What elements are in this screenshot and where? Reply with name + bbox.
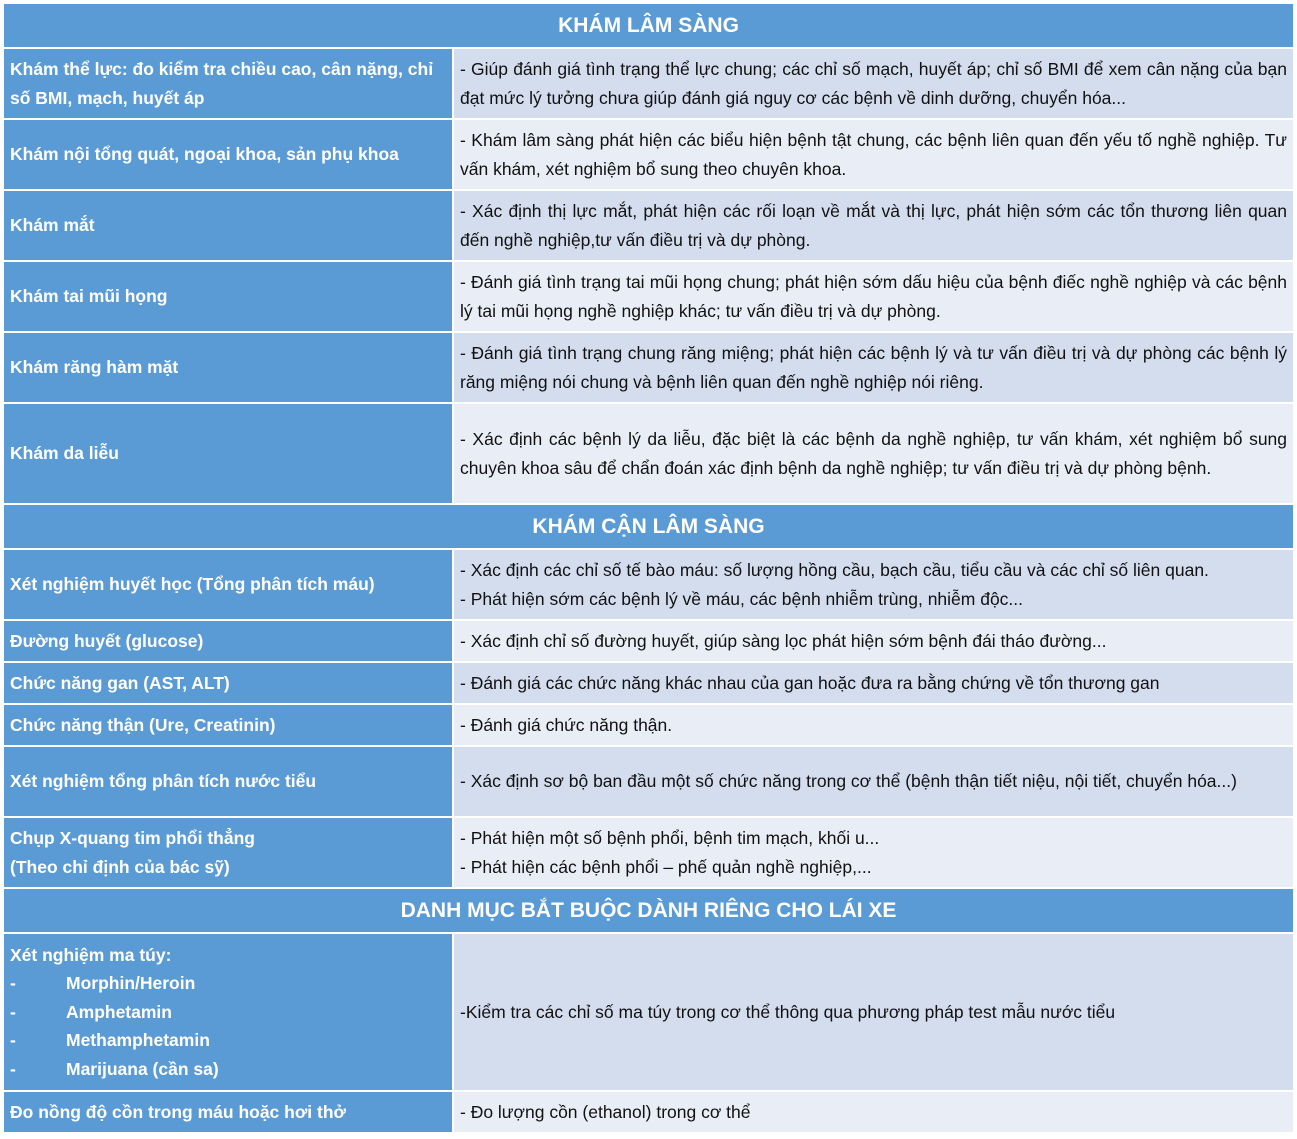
row-label: Khám mắt [3, 190, 453, 261]
table-row [3, 261, 1294, 332]
description-line: - Khám lâm sàng phát hiện các biểu hiện bệnh tật chung, các bệnh liên quan đến yếu tố nghề nghiệp. Tư vấn khám, xét nghiệm bổ sung theo chuyên khoa. [460, 130, 1288, 179]
bullet-dash: - [10, 1001, 16, 1022]
drug-name: Amphetamin [66, 1001, 172, 1022]
row-description [453, 620, 1294, 662]
row-description [453, 817, 1294, 888]
row-label [3, 933, 453, 1091]
table-row [3, 817, 1294, 888]
bullet-dash: - [10, 1030, 16, 1051]
table-row [3, 332, 1294, 403]
drug-name: Methamphetamin [66, 1030, 210, 1051]
description-line: - Phát hiện các bệnh phổi – phế quản nghề nghiệp,... [460, 856, 872, 877]
screening-table-container [2, 2, 1293, 1134]
description-line: - Đánh giá tình trạng chung răng miệng; phát hiện các bệnh lý và tư vấn điều trị và dự phòng các bệnh lý răng miệng nói chung và bệnh liên quan đến nghề nghiệp nói riêng. [460, 343, 1288, 392]
description-line: -Kiểm tra các chỉ số ma túy trong cơ thể thông qua phương pháp test mẫu nước tiểu [460, 1001, 1116, 1022]
drug-test-item [10, 998, 446, 1027]
row-description [453, 332, 1294, 403]
section-header-row [3, 3, 1294, 48]
row-description [453, 190, 1294, 261]
row-label-line: Chụp X-quang tim phổi thẳng [10, 828, 255, 848]
table-row [3, 1091, 1294, 1133]
description-line: - Đánh giá các chức năng khác nhau của gan hoặc đưa ra bằng chứng về tổn thương gan [460, 672, 1160, 693]
section-title: DANH MỤC BẮT BUỘC DÀNH RIÊNG CHO LÁI XE [3, 888, 1294, 933]
row-label: Khám nội tổng quát, ngoại khoa, sản phụ khoa [3, 119, 453, 190]
row-label: Xét nghiệm tổng phân tích nước tiểu [3, 746, 453, 817]
table-row [3, 48, 1294, 119]
description-line: - Xác định các bệnh lý da liễu, đặc biệt là các bệnh da nghề nghiệp, tư vấn khám, xét nghiệm bổ sung chuyên khoa sâu để chẩn đoán xác định bệnh da nghề nghiệp; tư vấn điều trị và dự phòng bệnh. [460, 429, 1288, 478]
row-description [453, 261, 1294, 332]
description-line: - Phát hiện một số bệnh phổi, bệnh tim mạch, khối u... [460, 828, 880, 848]
table-row [3, 662, 1294, 704]
table-row [3, 620, 1294, 662]
drug-name: Marijuana (cần sa) [66, 1058, 219, 1079]
row-label-note: (Theo chỉ định của bác sỹ) [10, 856, 230, 877]
row-label [3, 817, 453, 888]
row-label: Chức năng thận (Ure, Creatinin) [3, 704, 453, 746]
row-label: Khám thể lực: đo kiểm tra chiều cao, cân nặng, chỉ số BMI, mạch, huyết áp [3, 48, 453, 119]
table-row [3, 549, 1294, 620]
description-line: - Xác định chỉ số đường huyết, giúp sàng lọc phát hiện sớm bệnh đái tháo đường... [460, 630, 1107, 651]
health-screening-table [2, 2, 1295, 1134]
row-description [453, 119, 1294, 190]
row-label: Đường huyết (glucose) [3, 620, 453, 662]
row-label: Khám tai mũi họng [3, 261, 453, 332]
description-line: - Đánh giá chức năng thận. [460, 714, 673, 735]
bullet-dash: - [10, 1058, 16, 1079]
description-line: - Đánh giá tình trạng tai mũi họng chung; phát hiện sớm dấu hiệu của bệnh điếc nghề nghiệp và các bệnh lý tai mũi họng nghề nghiệp khác; tư vấn điều trị và dự phòng. [460, 272, 1288, 321]
drug-test-item [10, 1055, 446, 1084]
table-row [3, 746, 1294, 817]
row-description [453, 1091, 1294, 1133]
row-label: Chức năng gan (AST, ALT) [3, 662, 453, 704]
description-line: - Xác định sơ bộ ban đầu một số chức năng trong cơ thể (bệnh thận tiết niệu, nội tiết, chuyển hóa...) [460, 771, 1237, 792]
row-description [453, 48, 1294, 119]
row-description [453, 662, 1294, 704]
row-label: Khám da liễu [3, 403, 453, 504]
row-label: Xét nghiệm huyết học (Tổng phân tích máu) [3, 549, 453, 620]
drug-test-item [10, 1026, 446, 1055]
row-description [453, 549, 1294, 620]
description-line: - Xác định các chỉ số tế bào máu: số lượng hồng cầu, bạch cầu, tiểu cầu và các chỉ số liên quan. [460, 560, 1209, 580]
row-label-line: Xét nghiệm ma túy: [10, 944, 172, 965]
row-description [453, 933, 1294, 1091]
section-title: KHÁM LÂM SÀNG [3, 3, 1294, 48]
row-label: Đo nồng độ cồn trong máu hoặc hơi thở [3, 1091, 453, 1133]
table-row [3, 704, 1294, 746]
drug-test-item [10, 969, 446, 998]
table-row [3, 119, 1294, 190]
row-description [453, 403, 1294, 504]
description-line: - Đo lượng cồn (ethanol) trong cơ thể [460, 1101, 751, 1122]
description-line: - Xác định thị lực mắt, phát hiện các rối loạn về mắt và thị lực, phát hiện sớm các tổn thương liên quan đến nghề nghiệp,tư vấn điều trị và dự phòng. [460, 201, 1288, 250]
bullet-dash: - [10, 973, 16, 994]
drug-name: Morphin/Heroin [66, 973, 196, 994]
row-description [453, 746, 1294, 817]
row-description [453, 704, 1294, 746]
table-row [3, 403, 1294, 504]
description-line: - Phát hiện sớm các bệnh lý về máu, các bệnh nhiễm trùng, nhiễm độc... [460, 588, 1024, 609]
table-row [3, 190, 1294, 261]
section-title: KHÁM CẬN LÂM SÀNG [3, 504, 1294, 549]
description-line: - Giúp đánh giá tình trạng thể lực chung; các chỉ số mạch, huyết áp; chỉ số BMI để xem cân nặng của bạn đạt mức lý tưởng chưa giúp đánh giá nguy cơ các bệnh về dinh dưỡng, chuyển hóa... [460, 59, 1288, 108]
row-label: Khám răng hàm mặt [3, 332, 453, 403]
section-header-row [3, 888, 1294, 933]
section-header-row [3, 504, 1294, 549]
table-row [3, 933, 1294, 1091]
